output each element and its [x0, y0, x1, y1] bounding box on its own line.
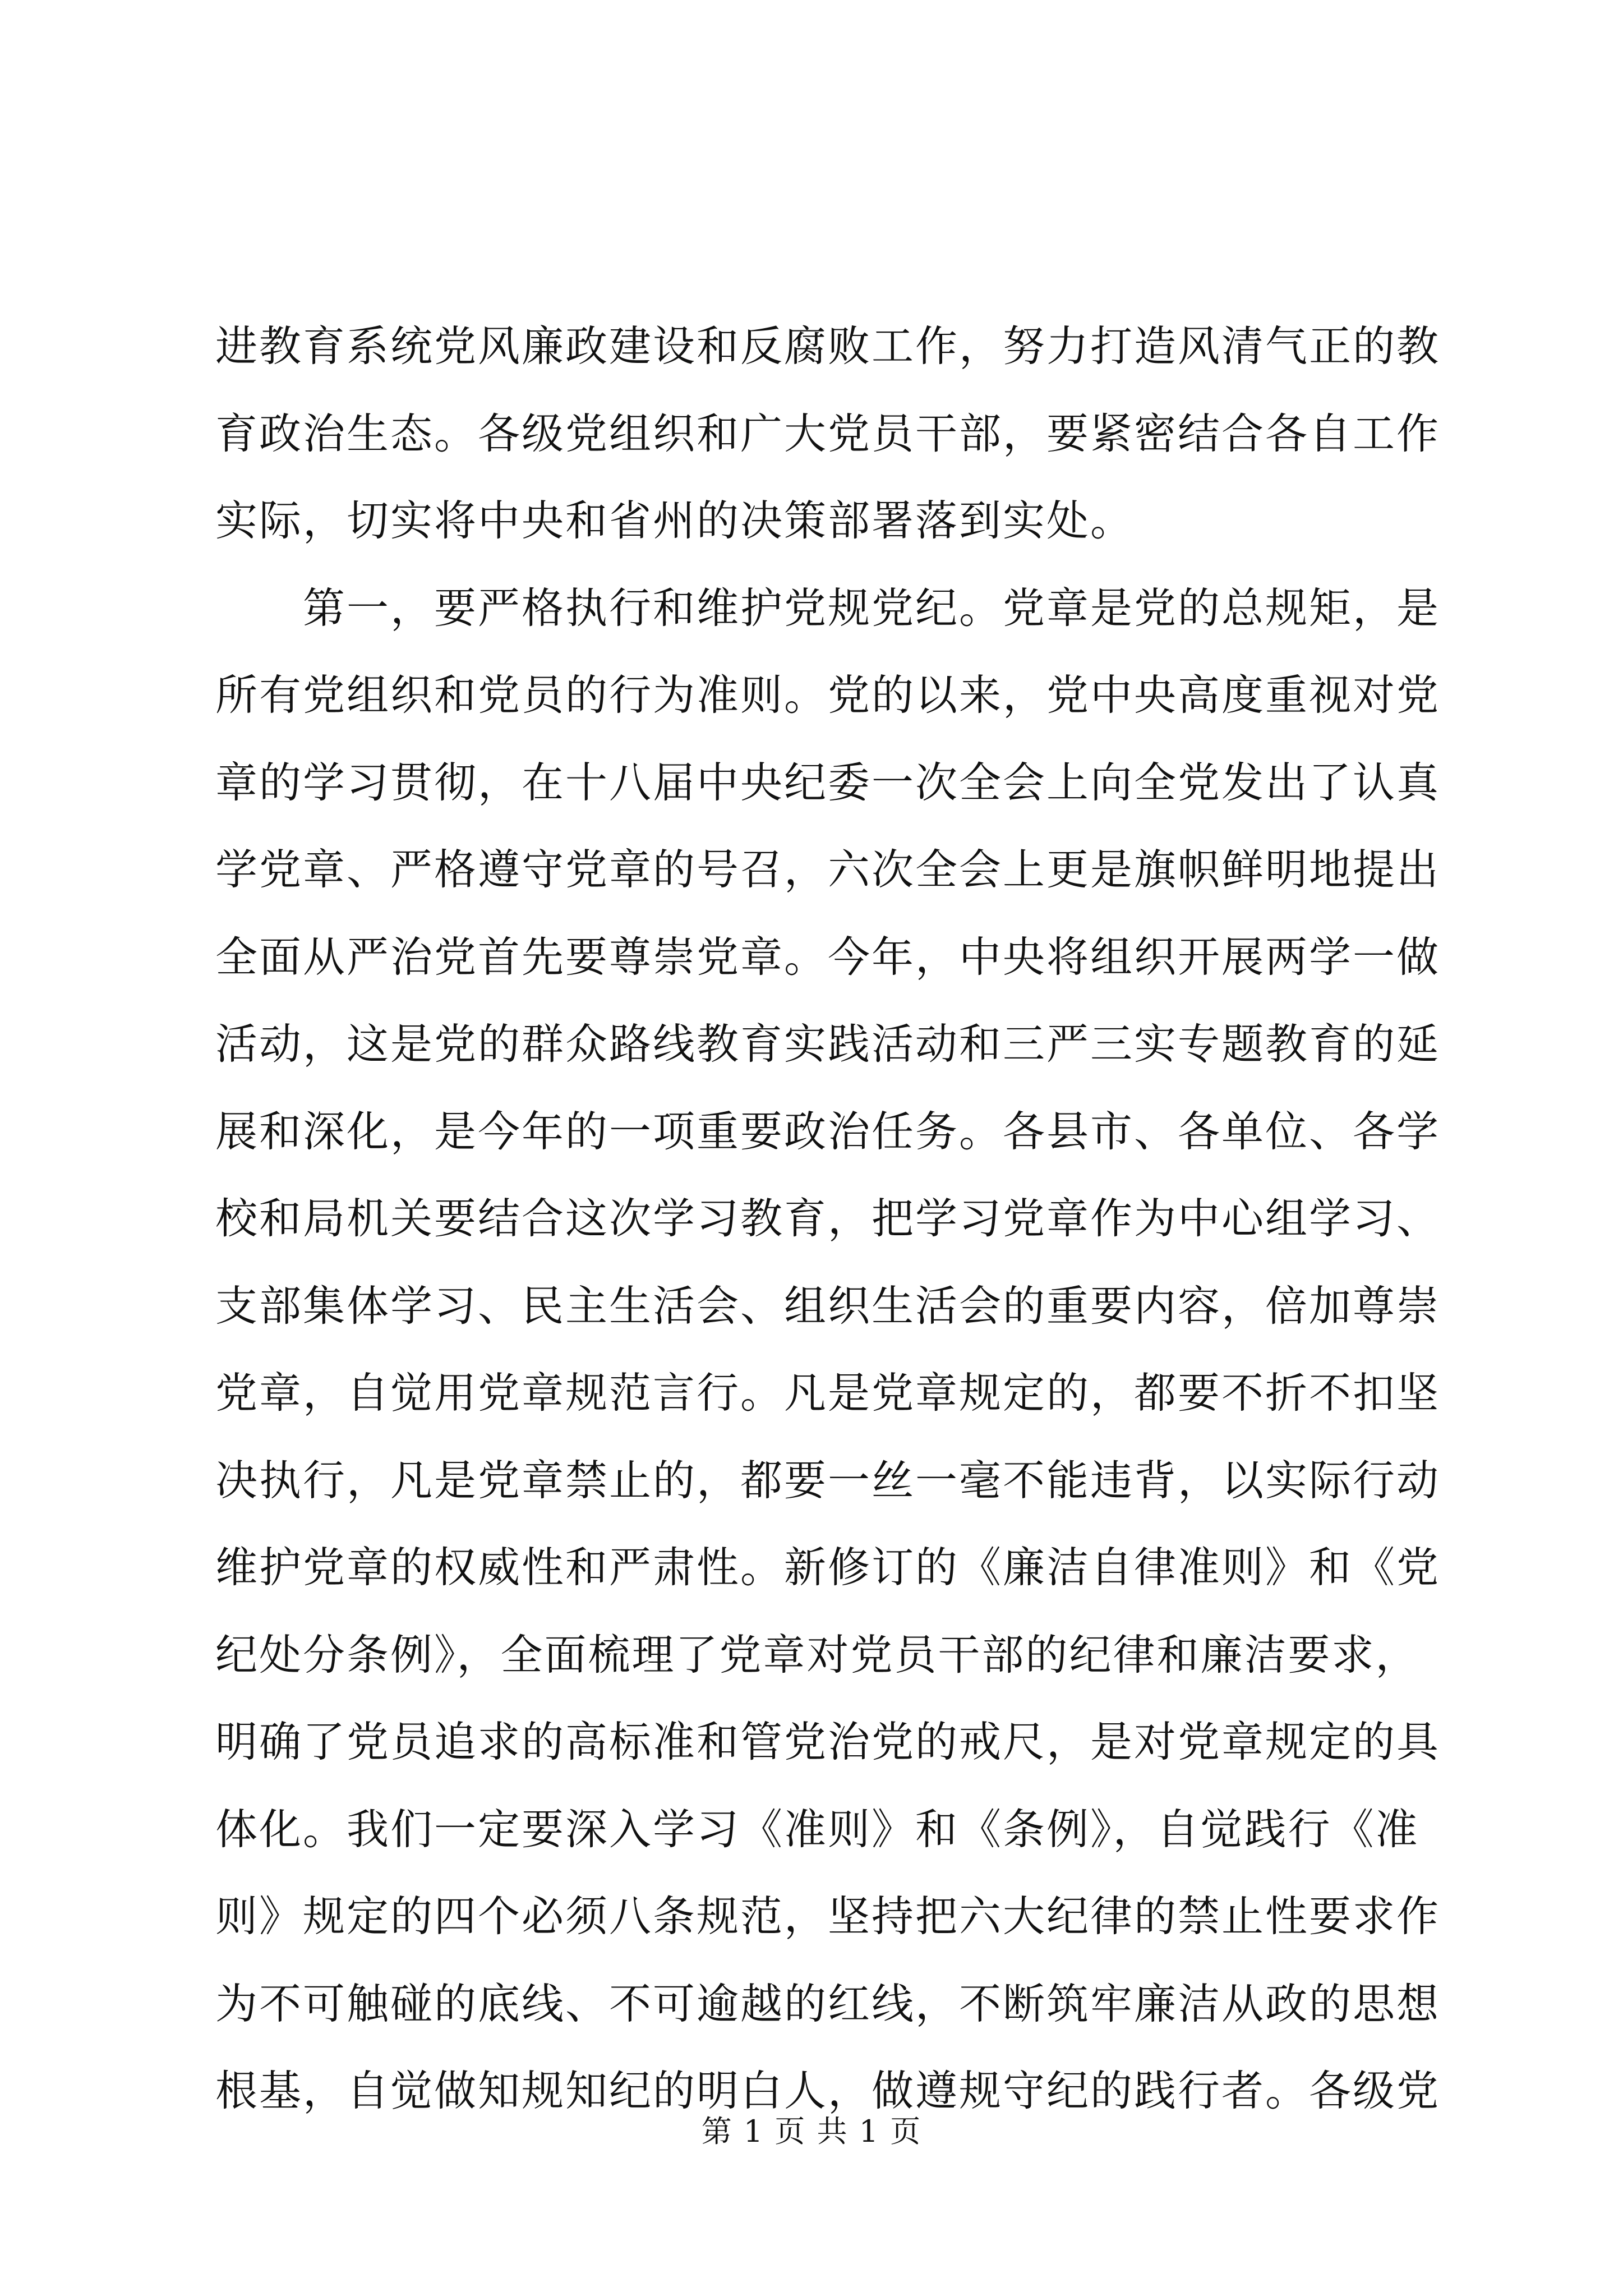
text-line: 决执行，凡是党章禁止的，都要一丝一毫不能违背，以实际行动	[215, 1455, 1441, 1505]
text-line: 为不可触碰的底线、不可逾越的红线，不断筑牢廉洁从政的思想	[215, 1978, 1441, 2028]
page-number-label: 第 1 页 共 1 页	[701, 2114, 922, 2149]
text-line: 所有党组织和党员的行为准则。党的以来，党中央高度重视对党	[215, 670, 1441, 720]
text-line: 章的学习贯彻，在十八届中央纪委一次全会上向全党发出了认真	[215, 757, 1441, 807]
text-line: 进教育系统党风廉政建设和反腐败工作，努力打造风清气正的教	[215, 321, 1441, 371]
text-line: 维护党章的权威性和严肃性。新修订的《廉洁自律准则》和《党	[215, 1543, 1441, 1592]
page-footer	[0, 2112, 1623, 2151]
text-line: 则》规定的四个必须八条规范，坚持把六大纪律的禁止性要求作	[215, 1892, 1441, 1941]
text-line: 实际，切实将中央和省州的决策部署落到实处。	[215, 496, 1135, 545]
text-line: 明确了党员追求的高标准和管党治党的戒尺，是对党章规定的具	[215, 1717, 1441, 1766]
text-line: 支部集体学习、民主生活会、组织生活会的重要内容，倍加尊崇	[215, 1281, 1441, 1331]
text-line: 体化。我们一定要深入学习《准则》和《条例》，自觉践行《准	[215, 1804, 1419, 1854]
text-line: 育政治生态。各级党组织和广大党员干部，要紧密结合各自工作	[215, 408, 1441, 458]
text-line: 活动，这是党的群众路线教育实践活动和三严三实专题教育的延	[215, 1019, 1441, 1069]
text-line: 党章，自觉用党章规范言行。凡是党章规定的，都要不折不扣坚	[215, 1368, 1441, 1418]
text-line: 学党章、严格遵守党章的号召，六次全会上更是旗帜鲜明地提出	[215, 845, 1441, 894]
text-line: 第一，要严格执行和维护党规党纪。党章是党的总规矩，是	[215, 583, 1441, 633]
body-text	[215, 303, 1441, 2135]
text-line: 校和局机关要结合这次学习教育，把学习党章作为中心组学习、	[215, 1194, 1441, 1243]
text-line: 全面从严治党首先要尊崇党章。今年，中央将组织开展两学一做	[215, 932, 1441, 982]
text-line: 展和深化，是今年的一项重要政治任务。各县市、各单位、各学	[215, 1106, 1441, 1156]
text-line: 纪处分条例》，全面梳理了党章对党员干部的纪律和廉洁要求，	[215, 1630, 1419, 1680]
text-line: 根基，自觉做知规知纪的明白人，做遵规守纪的践行者。各级党	[215, 2066, 1441, 2115]
